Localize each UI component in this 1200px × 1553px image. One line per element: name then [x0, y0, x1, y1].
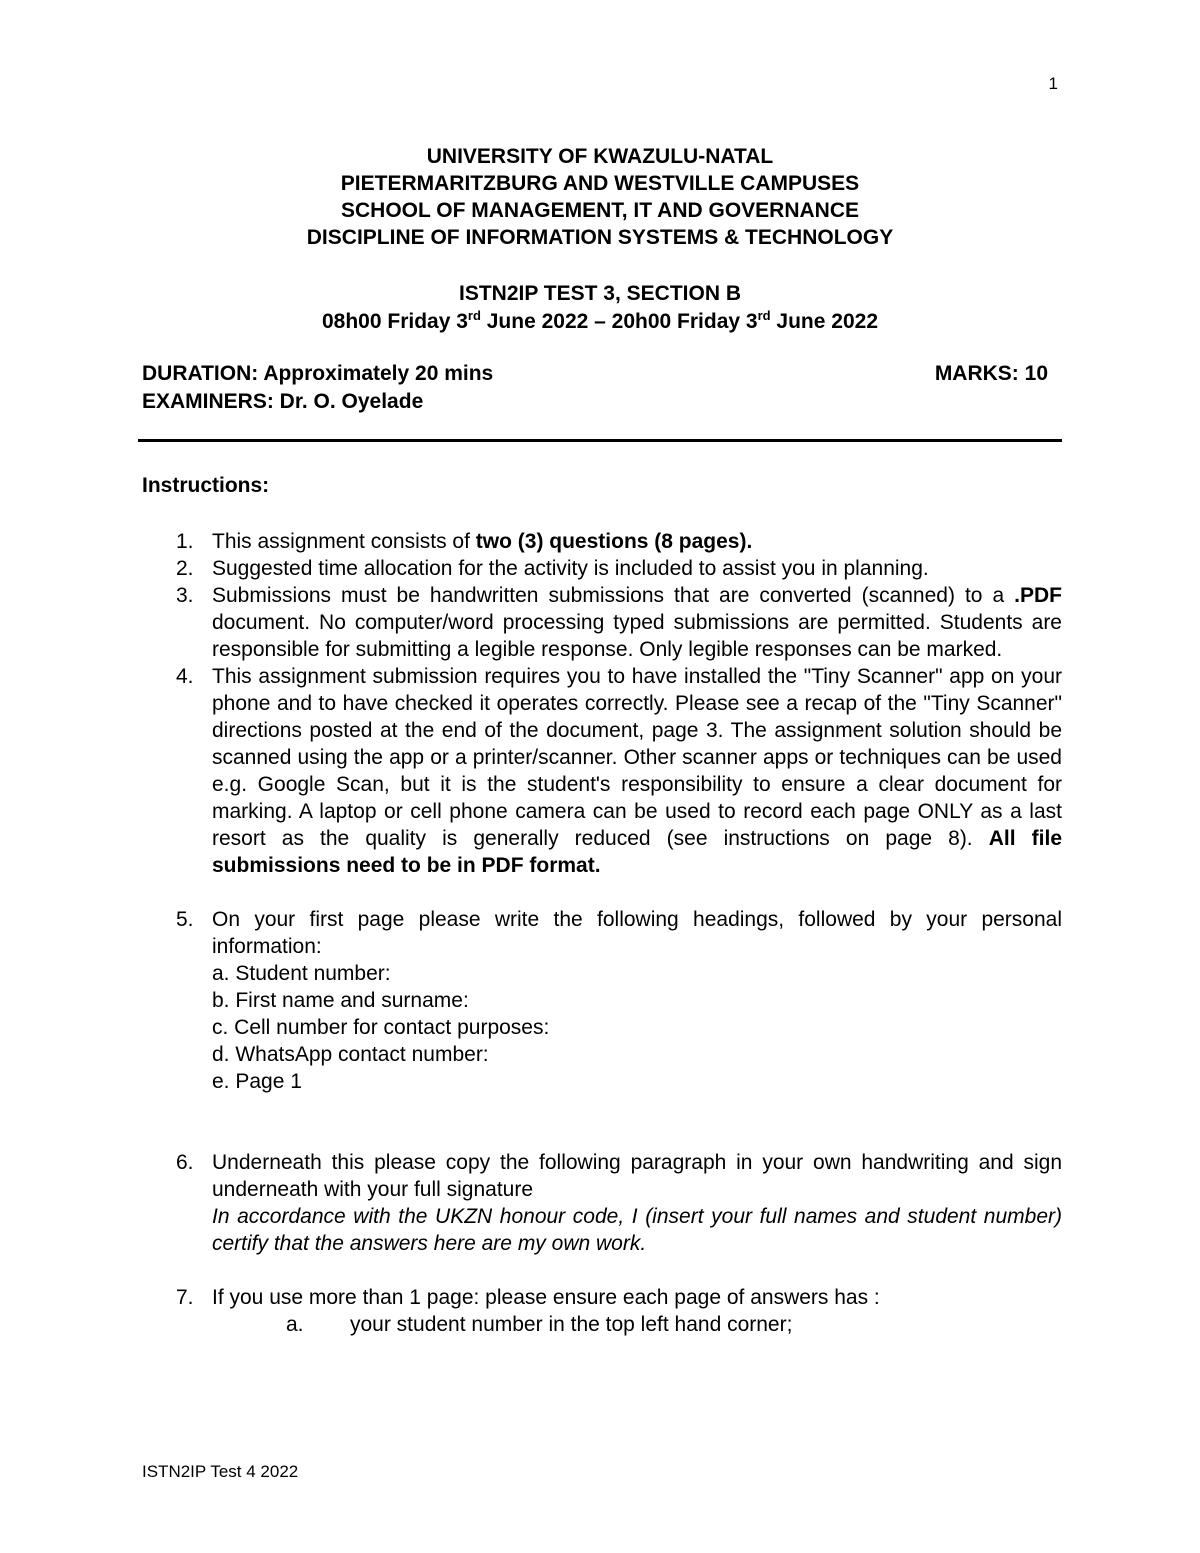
sub-item: a. your student number in the top left hand corner;: [286, 1313, 793, 1336]
instructions-heading: Instructions:: [142, 474, 270, 497]
sub-item: a. Student number:: [212, 962, 391, 985]
honour-statement: In accordance with the UKZN honour code, I (insert your full names and student number) certify that the answers here are my own work.: [212, 1205, 1062, 1255]
duration: DURATION: Approximately 20 mins: [142, 362, 494, 385]
campuses: PIETERMARITZBURG AND WESTVILLE CAMPUSES: [340, 172, 860, 195]
school-name: SCHOOL OF MANAGEMENT, IT AND GOVERNANCE: [340, 199, 860, 222]
footer: ISTN2IP Test 4 2022: [142, 1462, 299, 1481]
sub-item: c. Cell number for contact purposes:: [212, 1016, 550, 1039]
horizontal-rule: [138, 439, 1062, 442]
sub-item: e. Page 1: [212, 1070, 302, 1093]
instructions-list: [142, 528, 1062, 1338]
sub-item: d. WhatsApp contact number:: [212, 1043, 489, 1066]
list-item: 3. Submissions must be handwritten submissions that are converted (scanned) to a .PDF document. No computer/word processing typed submissions are permitted. Students are responsible for submitting a legible response. Only legible responses can be marked.: [176, 584, 1062, 661]
list-item: 6. Underneath this please copy the following paragraph in your own handwriting and sign underneath with your full signature In accordance with the UKZN honour code, I (insert your full names and student number) certify that the answers here are my own work.: [176, 1151, 1062, 1255]
page-number: 1: [1048, 74, 1058, 93]
list-item: 1. This assignment consists of two (3) questions (8 pages).: [176, 530, 753, 553]
marks: MARKS: 10: [934, 362, 1048, 385]
list-item: 2. Suggested time allocation for the activity is included to assist you in planning.: [176, 557, 929, 580]
list-item: 5. On your first page please write the following headings, followed by your personal information: a. Student number: b. First name and surname: c. Cell number for contact purposes: d. WhatsApp contact number: e. Page 1: [176, 908, 1062, 1093]
discipline-name: DISCIPLINE OF INFORMATION SYSTEMS & TECHNOLOGY: [306, 226, 894, 249]
document-header: [0, 143, 1200, 251]
list-item: 7. If you use more than 1 page: please ensure each page of answers has :: [176, 1286, 880, 1309]
sub-item: b. First name and surname:: [212, 989, 469, 1012]
test-time: 08h00 Friday 3rd June 2022 – 20h00 Friday 3rd June 2022: [322, 308, 878, 333]
list-item: 4. This assignment submission requires you to have installed the "Tiny Scanner" app on your phone and to have checked it operates correctly. Please see a recap of the "Tiny Scanner" directions posted at the end of the document, page 3. The assignment solution should be scanned using the app or a printer/scanner. Other scanner apps or techniques can be used e.g. Google Scan, but it is the student's responsibility to ensure a clear document for marking. A laptop or cell phone camera can be used to record each page ONLY as a last resort as the quality is generally reduced (see instructions on page 8). All file submissions need to be in PDF format.: [176, 665, 1062, 877]
test-title-block: [0, 280, 1200, 336]
university-name: UNIVERSITY OF KWAZULU-NATAL: [426, 145, 774, 168]
test-title: ISTN2IP TEST 3, SECTION B: [458, 282, 741, 305]
examiners: EXAMINERS: Dr. O. Oyelade: [142, 390, 424, 413]
meta-block: [142, 360, 1048, 416]
